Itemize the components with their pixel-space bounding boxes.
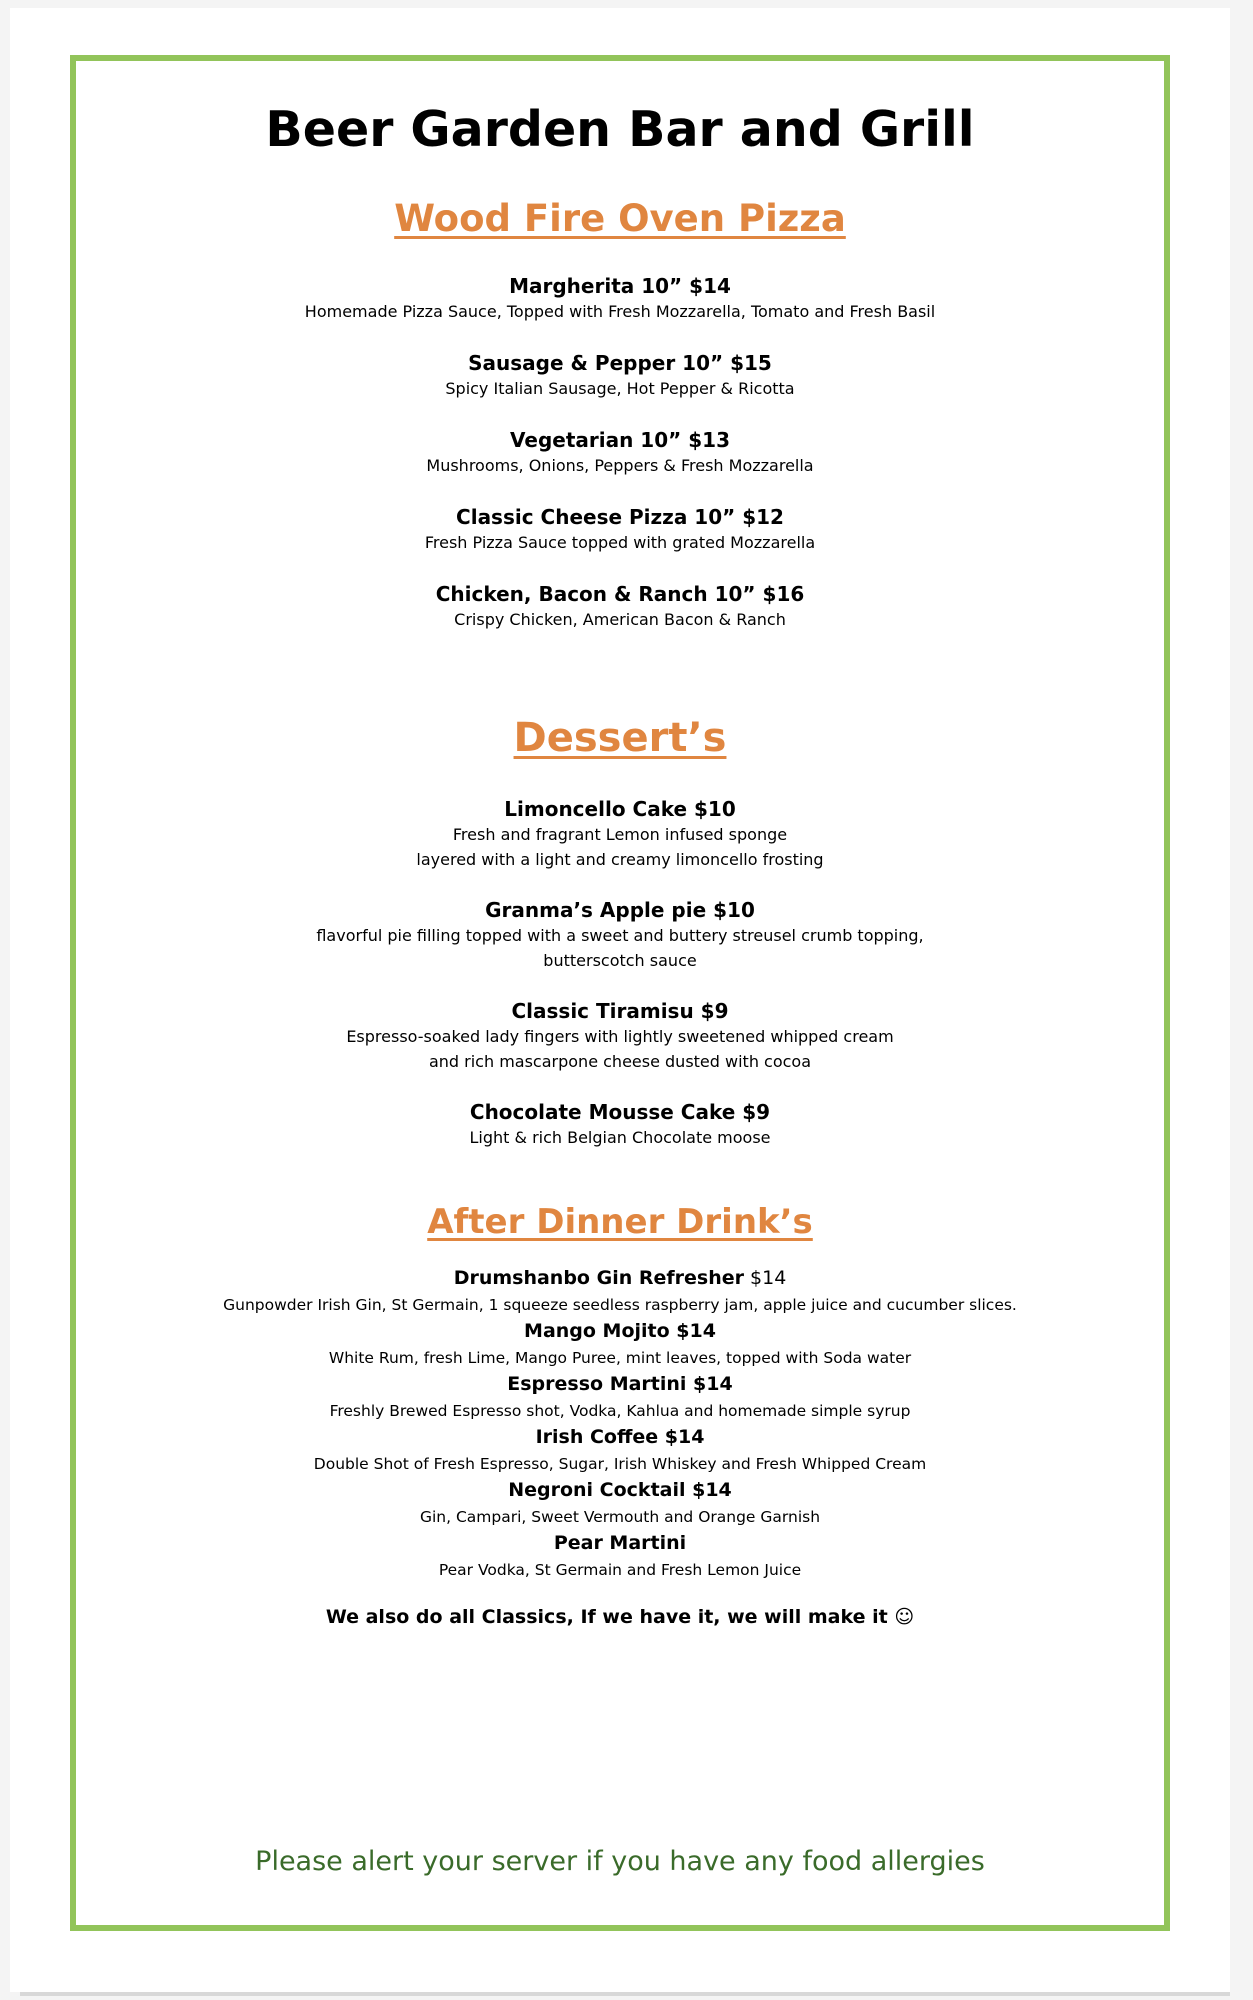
item-name: Granma’s Apple pie $10 bbox=[485, 898, 755, 922]
menu-item bbox=[10, 427, 1230, 504]
pizza-heading: Wood Fire Oven Pizza bbox=[394, 197, 846, 240]
menu-item bbox=[10, 273, 1230, 350]
menu-item bbox=[10, 1477, 1230, 1530]
item-description: Fresh and fragrant Lemon infused sponge bbox=[452, 825, 788, 844]
menu-item bbox=[10, 350, 1230, 427]
menu-item bbox=[10, 796, 1230, 897]
item-description: Spicy Italian Sausage, Hot Pepper & Ricotta bbox=[445, 379, 795, 398]
item-description: Homemade Pizza Sauce, Topped with Fresh Mozzarella, Tomato and Fresh Basil bbox=[304, 302, 936, 321]
item-name: Espresso Martini $14 bbox=[507, 1373, 733, 1395]
item-description: butterscotch sauce bbox=[543, 951, 697, 970]
item-name-text: Drumshanbo Gin Refresher bbox=[453, 1267, 744, 1289]
item-price: $14 bbox=[744, 1267, 787, 1289]
allergy-notice: Please alert your server if you have any food allergies bbox=[255, 1846, 985, 1877]
item-name: Chicken, Bacon & Ranch 10” $16 bbox=[435, 582, 805, 606]
menu-item bbox=[10, 581, 1230, 658]
item-description: Mushrooms, Onions, Peppers & Fresh Mozzarella bbox=[426, 456, 814, 475]
page-bottom-rule bbox=[20, 1992, 1230, 1996]
pizza-list bbox=[10, 273, 1230, 658]
drink-list bbox=[10, 1265, 1230, 1583]
item-name bbox=[10, 1265, 1230, 1292]
item-description: Gunpowder Irish Gin, St Germain, 1 squeeze seedless raspberry jam, apple juice and cucumber slices. bbox=[223, 1296, 1017, 1314]
item-description: Freshly Brewed Espresso shot, Vodka, Kahlua and homemade simple syrup bbox=[329, 1402, 911, 1420]
item-description: flavorful pie filling topped with a sweet and buttery streusel crumb topping, bbox=[316, 926, 924, 945]
menu-item bbox=[10, 1099, 1230, 1200]
menu-item bbox=[10, 1530, 1230, 1583]
menu-item bbox=[10, 897, 1230, 998]
menu-item bbox=[10, 504, 1230, 581]
item-name: Negroni Cocktail $14 bbox=[508, 1479, 732, 1501]
item-description: Light & rich Belgian Chocolate moose bbox=[469, 1128, 771, 1147]
item-description: White Rum, fresh Lime, Mango Puree, mint leaves, topped with Soda water bbox=[328, 1349, 912, 1367]
menu-item bbox=[10, 998, 1230, 1099]
item-description: Pear Vodka, St Germain and Fresh Lemon Juice bbox=[438, 1561, 802, 1579]
drinks-heading: After Dinner Drink’s bbox=[427, 1202, 813, 1242]
item-description: Fresh Pizza Sauce topped with grated Mozzarella bbox=[424, 533, 816, 552]
restaurant-name: Beer Garden Bar and Grill bbox=[265, 101, 975, 158]
item-name: Vegetarian 10” $13 bbox=[510, 428, 730, 452]
item-name: Margherita 10” $14 bbox=[509, 274, 731, 298]
item-name: Classic Tiramisu $9 bbox=[511, 999, 729, 1023]
menu-item bbox=[10, 1318, 1230, 1371]
menu-page bbox=[10, 8, 1230, 1992]
item-name: Mango Mojito $14 bbox=[524, 1320, 716, 1342]
item-name: Sausage & Pepper 10” $15 bbox=[468, 351, 772, 375]
menu-item bbox=[10, 1424, 1230, 1477]
item-name: Classic Cheese Pizza 10” $12 bbox=[456, 505, 784, 529]
item-name: Pear Martini bbox=[553, 1532, 687, 1554]
item-description: Gin, Campari, Sweet Vermouth and Orange Garnish bbox=[419, 1508, 821, 1526]
item-name: Chocolate Mousse Cake $9 bbox=[469, 1100, 771, 1124]
item-name: Limoncello Cake $10 bbox=[504, 797, 736, 821]
item-description: Double Shot of Fresh Espresso, Sugar, Irish Whiskey and Fresh Whipped Cream bbox=[313, 1455, 927, 1473]
item-description: layered with a light and creamy limoncello frosting bbox=[416, 850, 824, 869]
classics-note: We also do all Classics, If we have it, we will make it ☺ bbox=[325, 1606, 915, 1628]
dessert-heading: Dessert’s bbox=[513, 715, 727, 761]
menu-item bbox=[10, 1371, 1230, 1424]
menu-item bbox=[10, 1265, 1230, 1318]
item-name: Irish Coffee $14 bbox=[535, 1426, 705, 1448]
dessert-list bbox=[10, 796, 1230, 1200]
item-description: Espresso-soaked lady fingers with lightly sweetened whipped cream bbox=[346, 1027, 894, 1046]
item-description: and rich mascarpone cheese dusted with cocoa bbox=[428, 1052, 812, 1071]
item-description: Crispy Chicken, American Bacon & Ranch bbox=[454, 610, 786, 629]
